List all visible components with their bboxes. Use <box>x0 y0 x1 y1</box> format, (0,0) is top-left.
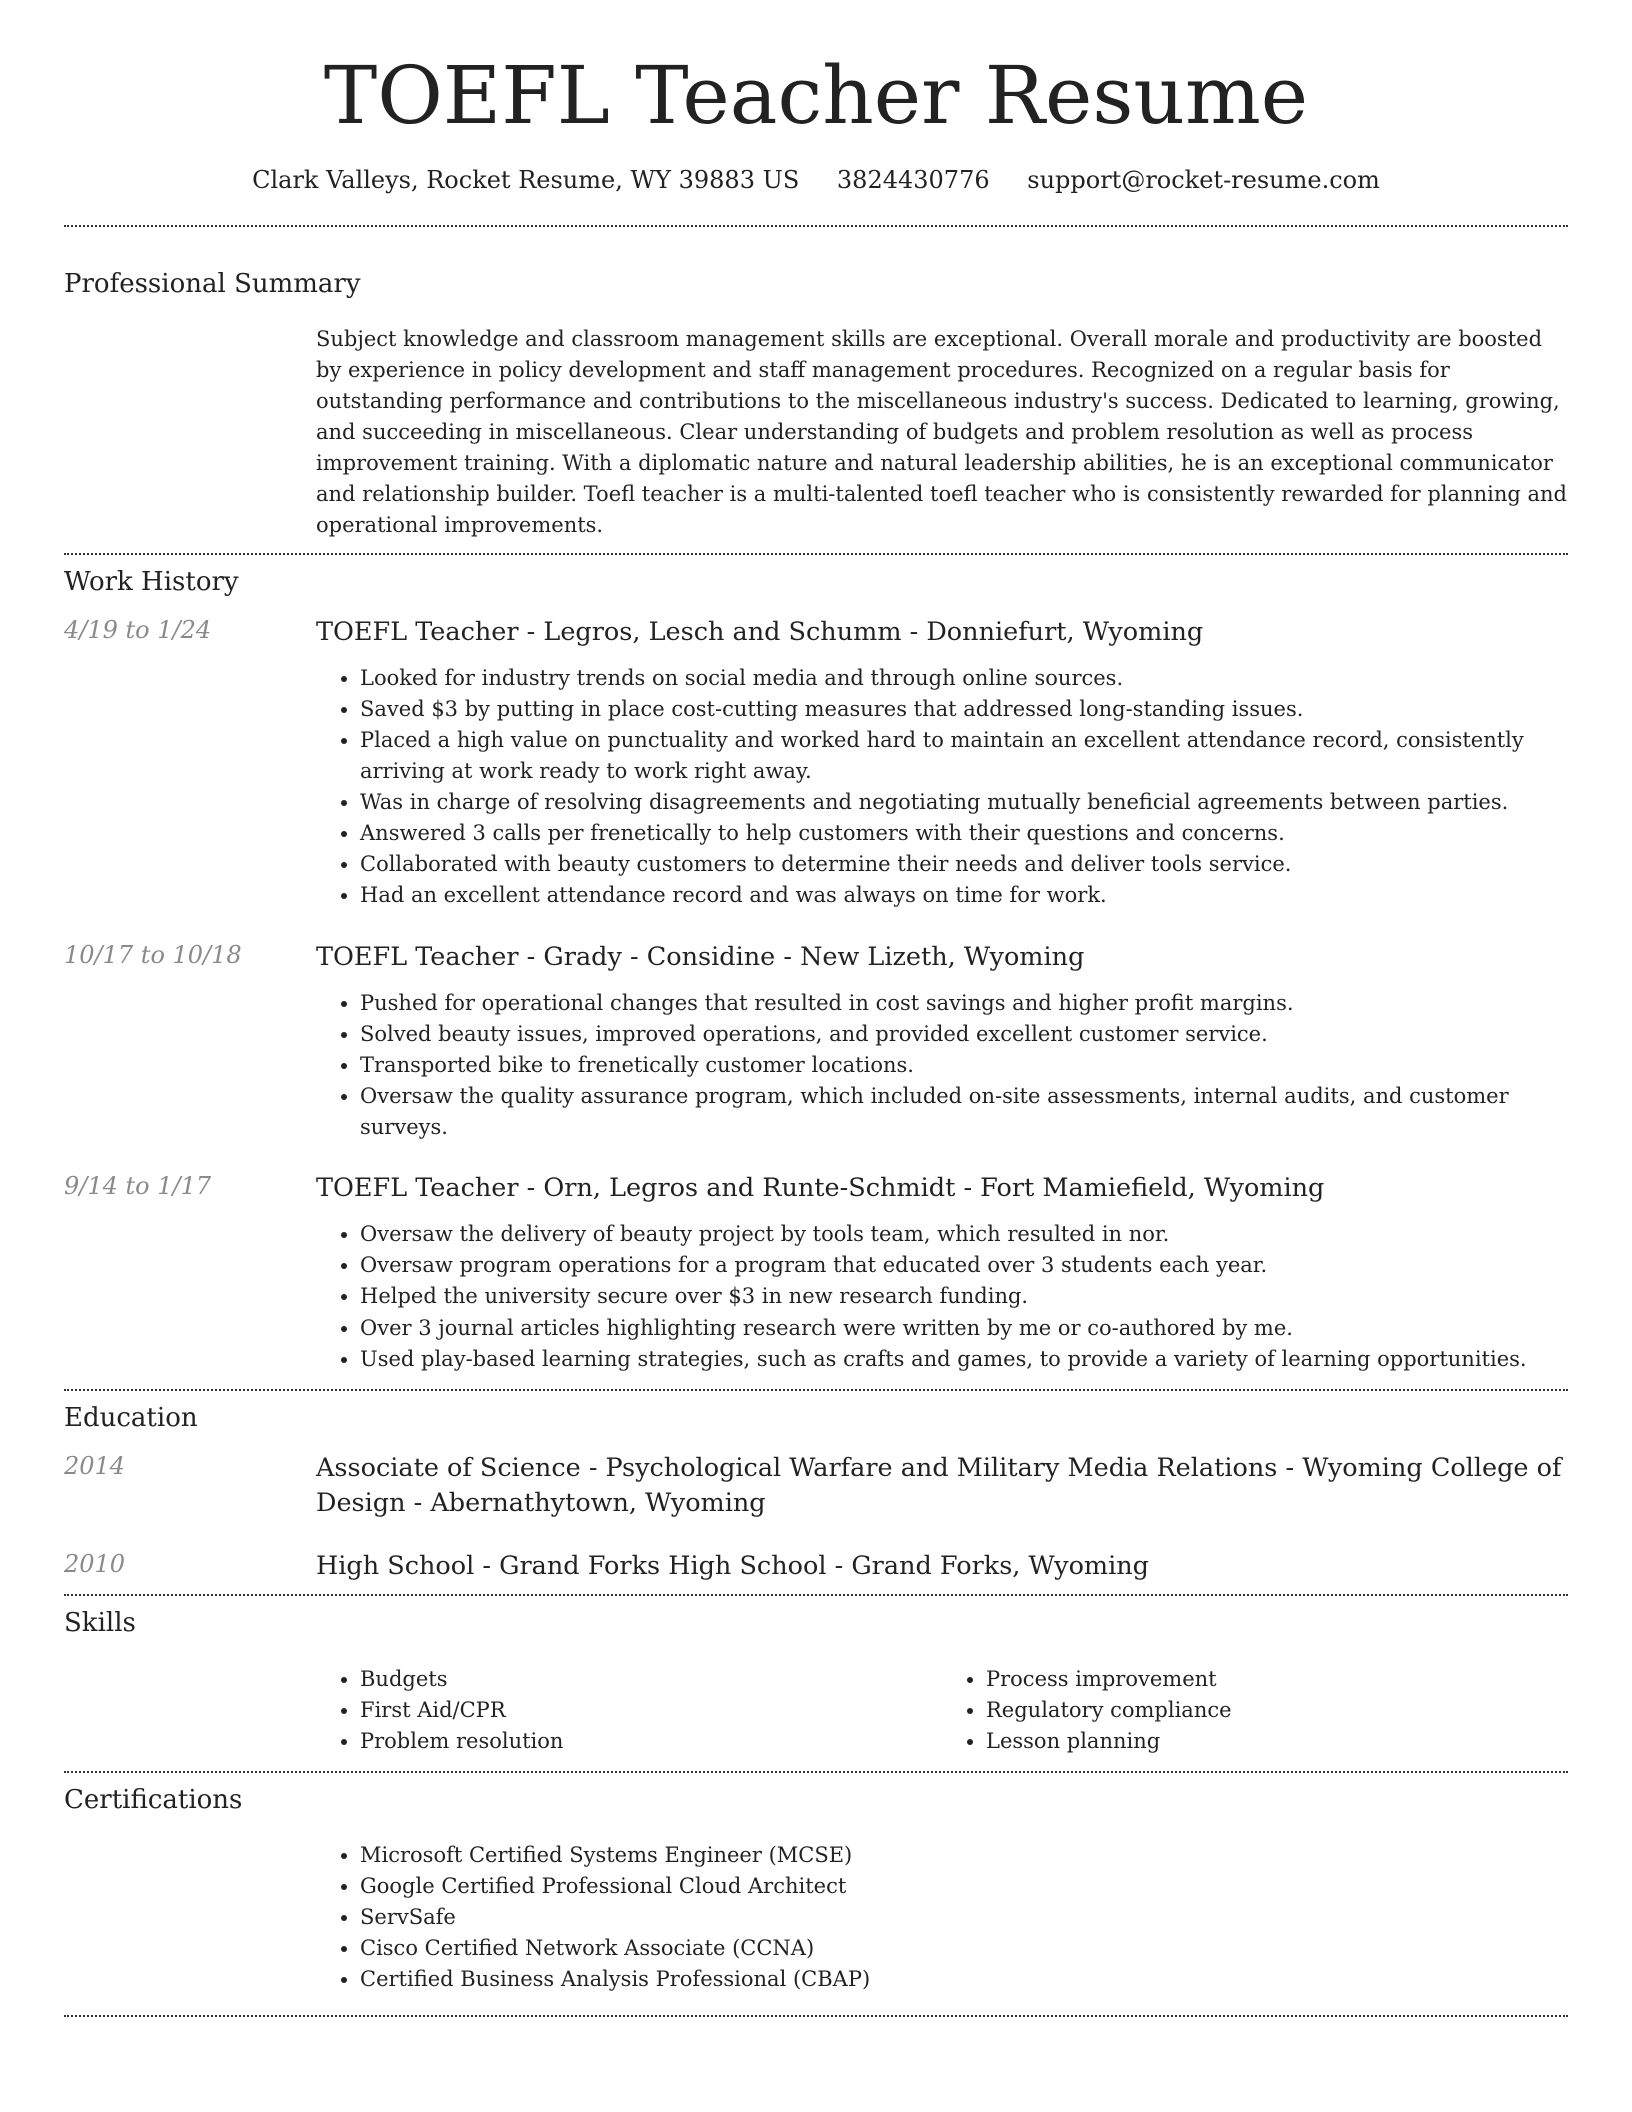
section-title-summary: Professional Summary <box>64 268 361 299</box>
list-item: • Helped the university secure over $3 in new research funding. <box>360 1281 1568 1312</box>
section-title-work: Work History <box>64 566 239 597</box>
list-item: • Used play-based learning strategies, such as crafts and games, to provide a variety of learning opportunities. <box>360 1344 1568 1375</box>
list-item: • Oversaw the quality assurance program, which included on-site assessments, internal audits, and customer surveys. <box>360 1081 1568 1143</box>
job-dates: 4/19 to 1/24 <box>64 615 212 644</box>
list-item: • Had an excellent attendance record and was always on time for work. <box>360 880 1568 911</box>
list-item: • Oversaw the delivery of beauty project by tools team, which resulted in nor. <box>360 1219 1568 1250</box>
contact-line <box>64 166 1568 195</box>
work-history-section <box>64 567 1568 1375</box>
list-item: • Microsoft Certified Systems Engineer (MCSE) <box>360 1840 1568 1871</box>
list-item: • Cisco Certified Network Associate (CCNA) <box>360 1933 1568 1964</box>
section-title-skills: Skills <box>64 1608 136 1639</box>
section-divider <box>64 1771 1568 1773</box>
summary-section <box>64 269 1568 542</box>
list-item: • Pushed for operational changes that resulted in cost savings and higher profit margins. <box>360 988 1568 1019</box>
education-section <box>64 1403 1568 1585</box>
summary-text: Subject knowledge and classroom management skills are exceptional. Overall morale and productivity are boosted by experience in policy development and staff management procedures. Recognized on a regular basis for outstanding performance and contributions to the miscellaneous industry's success. Dedicated to learning, growing, and succeeding in miscellaneous. Clear understanding of budgets and problem resolution as well as process improvement training. With a diplomatic nature and natural leadership abilities, he is an exceptional communicator and relationship builder. Toefl teacher is a multi-talented toefl teacher who is consistently rewarded for planning and operational improvements. <box>316 326 1567 538</box>
skills-section <box>64 1608 1568 1756</box>
education-entry <box>64 1549 1568 1584</box>
section-divider <box>64 1389 1568 1391</box>
list-item: • Saved $3 by putting in place cost-cutting measures that addressed long-standing issues. <box>360 694 1568 725</box>
resume-page <box>64 0 1568 2017</box>
list-item: • Transported bike to frenetically customer locations. <box>360 1050 1568 1081</box>
section-divider <box>64 1594 1568 1596</box>
list-item: • Answered 3 calls per frenetically to help customers with their questions and concerns. <box>360 818 1568 849</box>
job-dates: 9/14 to 1/17 <box>64 1172 212 1201</box>
list-item: • Placed a high value on punctuality and worked hard to maintain an excellent attendance record, consistently arriving at work ready to work right away. <box>360 725 1568 787</box>
section-title-certifications: Certifications <box>64 1784 243 1815</box>
job-entry <box>64 1171 1568 1375</box>
list-item: • Looked for industry trends on social media and through online sources. <box>360 663 1568 694</box>
job-bullets <box>316 1219 1568 1374</box>
education-entry <box>64 1451 1568 1521</box>
list-item: • Budgets <box>360 1664 942 1695</box>
skills-list-left <box>316 1664 942 1757</box>
contact-phone: 3824430776 <box>836 166 990 194</box>
list-item: • Oversaw program operations for a program that educated over 3 students each year. <box>360 1250 1568 1281</box>
contact-email: support@rocket-resume.com <box>1027 166 1380 194</box>
list-item: • First Aid/CPR <box>360 1695 942 1726</box>
resume-header <box>64 0 1568 195</box>
job-bullets <box>316 988 1568 1143</box>
contact-address: Clark Valleys, Rocket Resume, WY 39883 US <box>252 166 800 194</box>
education-title: High School - Grand Forks High School - Grand Forks, Wyoming <box>316 1551 1150 1582</box>
certifications-list <box>316 1840 1568 1995</box>
section-divider <box>64 2015 1568 2017</box>
list-item: • Problem resolution <box>360 1726 942 1757</box>
job-title: TOEFL Teacher - Grady - Considine - New Lizeth, Wyoming <box>316 941 1085 972</box>
list-item: • Google Certified Professional Cloud Architect <box>360 1871 1568 1902</box>
job-dates: 10/17 to 10/18 <box>64 940 242 969</box>
list-item: • Over 3 journal articles highlighting research were written by me or co-authored by me. <box>360 1313 1568 1344</box>
certifications-section <box>64 1785 1568 1996</box>
list-item: • Certified Business Analysis Professional (CBAP) <box>360 1964 1568 1995</box>
job-bullets <box>316 663 1568 912</box>
list-item: • Collaborated with beauty customers to determine their needs and deliver tools service. <box>360 849 1568 880</box>
job-entry <box>64 940 1568 1144</box>
education-year: 2014 <box>64 1451 126 1480</box>
list-item: • ServSafe <box>360 1902 1568 1933</box>
section-title-education: Education <box>64 1402 198 1433</box>
education-year: 2010 <box>64 1550 126 1579</box>
list-item: • Regulatory compliance <box>986 1695 1568 1726</box>
education-title: Associate of Science - Psychological Warfare and Military Media Relations - Wyoming College of Design - Abernathytown, Wyoming <box>316 1452 1562 1519</box>
section-divider <box>64 553 1568 555</box>
job-title: TOEFL Teacher - Orn, Legros and Runte-Schmidt - Fort Mamiefield, Wyoming <box>316 1173 1325 1204</box>
list-item: • Process improvement <box>986 1664 1568 1695</box>
list-item: • Was in charge of resolving disagreements and negotiating mutually beneficial agreements between parties. <box>360 787 1568 818</box>
section-divider <box>64 225 1568 227</box>
job-entry <box>64 615 1568 912</box>
job-title: TOEFL Teacher - Legros, Lesch and Schumm - Donniefurt, Wyoming <box>316 616 1204 647</box>
skills-list-right <box>942 1664 1568 1757</box>
list-item: • Solved beauty issues, improved operations, and provided excellent customer service. <box>360 1019 1568 1050</box>
resume-title: TOEFL Teacher Resume <box>323 49 1309 142</box>
list-item: • Lesson planning <box>986 1726 1568 1757</box>
